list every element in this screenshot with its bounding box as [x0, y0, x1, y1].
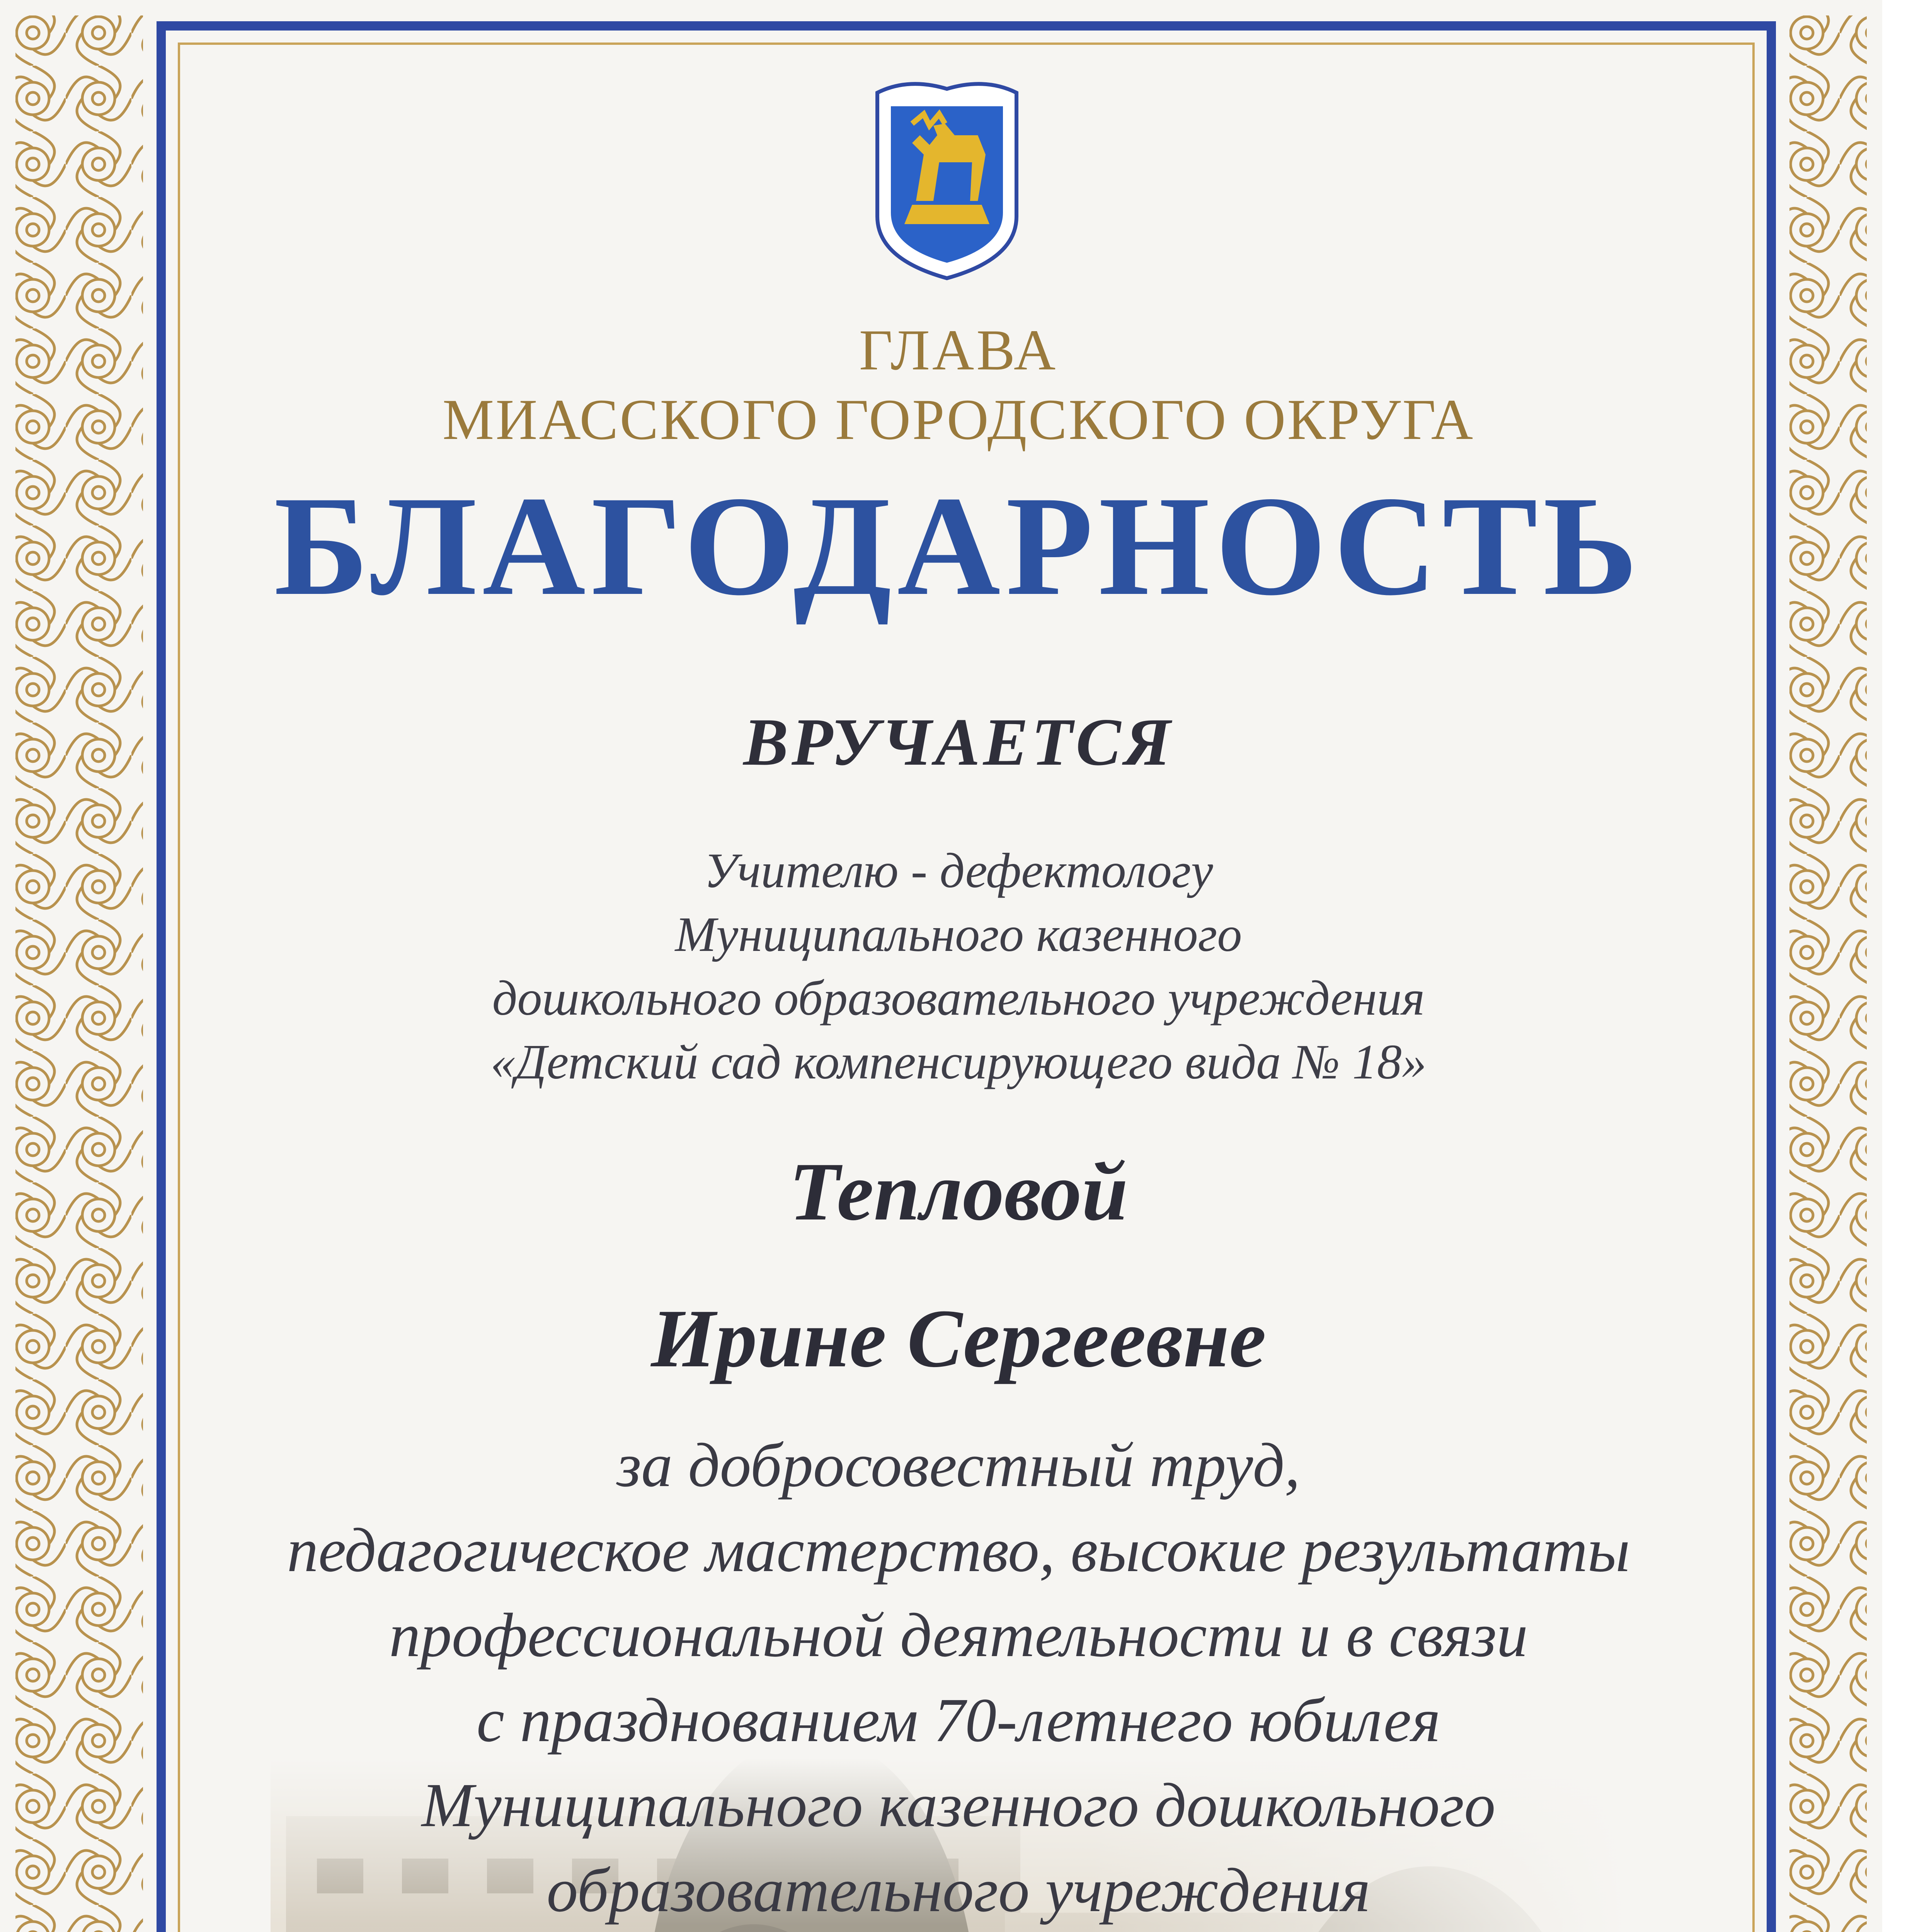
position-line-4: «Детский сад компенсирующего вида № 18»	[490, 1034, 1427, 1089]
header-line-1: ГЛАВА	[859, 318, 1058, 382]
header-line-2: МИАССКОГО ГОРОДСКОГО ОКРУГА	[442, 388, 1475, 452]
reason-line-1: за добросовестный труд,	[616, 1431, 1301, 1500]
reason-line-5: Муниципального казенного дошкольного	[421, 1771, 1496, 1840]
reason-line-6: образовательного учреждения	[546, 1856, 1371, 1925]
reason-line-4: с празднованием 70-летнего юбилея	[477, 1686, 1440, 1755]
position-line-3: дошкольного образовательного учреждения	[492, 971, 1425, 1026]
recipient-surname: Тепловой	[789, 1145, 1128, 1238]
reason-line-2: педагогическое мастерство, высокие результаты	[287, 1516, 1630, 1585]
recipient-given-names: Ирине Сергеевне	[651, 1292, 1266, 1384]
awarded-label: ВРУЧАЕТСЯ	[743, 704, 1174, 779]
position-line-1: Учителю - дефектологу	[704, 843, 1213, 898]
miass-coat-of-arms-icon	[862, 77, 1032, 286]
position-line-2: Муниципального казенного	[675, 907, 1242, 962]
reason-line-3: профессиональной деятельности и в связи	[389, 1601, 1528, 1670]
certificate-title: БЛАГОДАРНОСТЬ	[274, 467, 1643, 625]
